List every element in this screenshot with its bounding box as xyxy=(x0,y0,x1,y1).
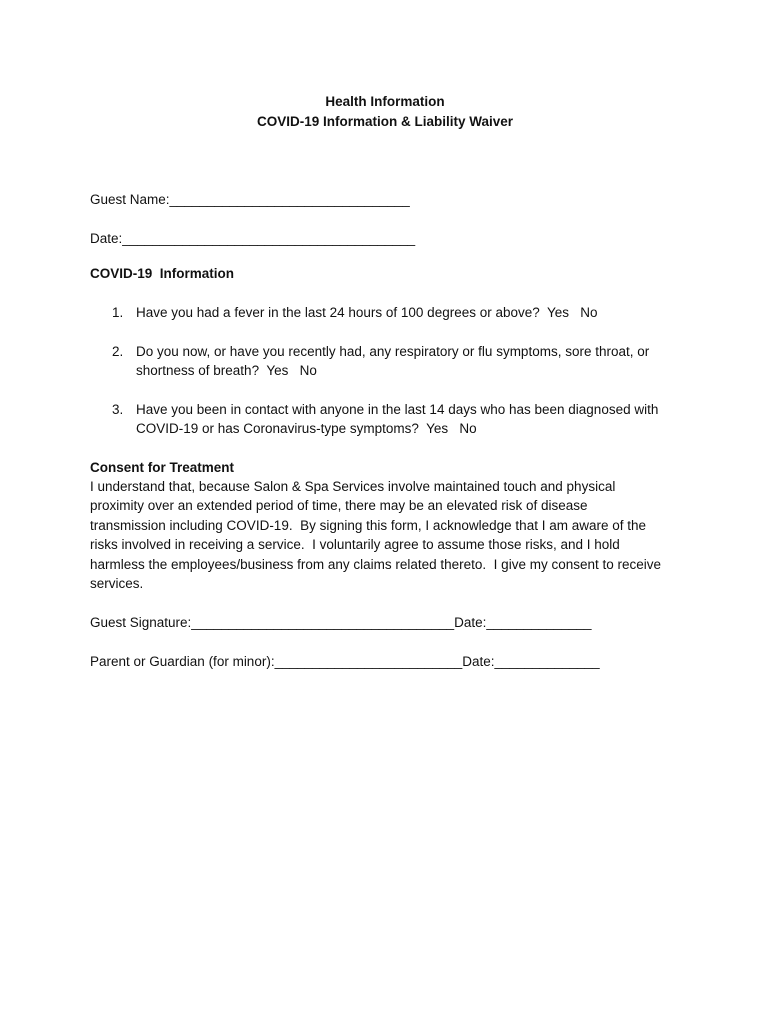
parent-signature-field[interactable]: Parent or Guardian (for minor):_________________________Date:______________ xyxy=(90,654,600,669)
consent-line-3: transmission including COVID-19. By signing this form, I acknowledge that I am aware of the xyxy=(90,518,647,533)
date-field[interactable]: Date:_______________________________________ xyxy=(90,231,416,246)
document-subtitle: COVID-19 Information & Liability Waiver xyxy=(256,114,514,129)
consent-line-5: harmless the employees/business from any claims related thereto. I give my consent to receive xyxy=(90,557,662,572)
question-2-text-line-2: shortness of breath? Yes No xyxy=(136,363,317,378)
question-3-number: 3. xyxy=(112,402,124,417)
consent-line-1: I understand that, because Salon & Spa Services involve maintained touch and physical xyxy=(90,479,616,494)
question-2-text-line-1: Do you now, or have you recently had, any respiratory or flu symptoms, sore throat, or xyxy=(136,344,650,359)
consent-line-6: services. xyxy=(90,576,144,591)
document-title: Health Information xyxy=(325,94,445,109)
guest-signature-field[interactable]: Guest Signature:___________________________________Date:______________ xyxy=(90,615,592,630)
guest-name-field[interactable]: Guest Name:________________________________ xyxy=(90,192,410,207)
consent-line-2: proximity over an extended period of time, there may be an elevated risk of disease xyxy=(90,498,588,513)
consent-line-4: risks involved in receiving a service. I voluntarily agree to assume those risks, and I hold xyxy=(90,537,620,552)
covid-section-heading: COVID-19 Information xyxy=(90,266,235,281)
question-2-number: 2. xyxy=(112,344,124,359)
consent-heading: Consent for Treatment xyxy=(90,460,235,475)
question-3-text-line-1: Have you been in contact with anyone in the last 14 days who has been diagnosed with xyxy=(136,402,659,417)
question-3-text-line-2: COVID-19 or has Coronavirus-type symptoms? Yes No xyxy=(136,421,477,436)
question-1-number: 1. xyxy=(112,305,124,320)
question-1-text: Have you had a fever in the last 24 hours of 100 degrees or above? Yes No xyxy=(136,305,598,320)
